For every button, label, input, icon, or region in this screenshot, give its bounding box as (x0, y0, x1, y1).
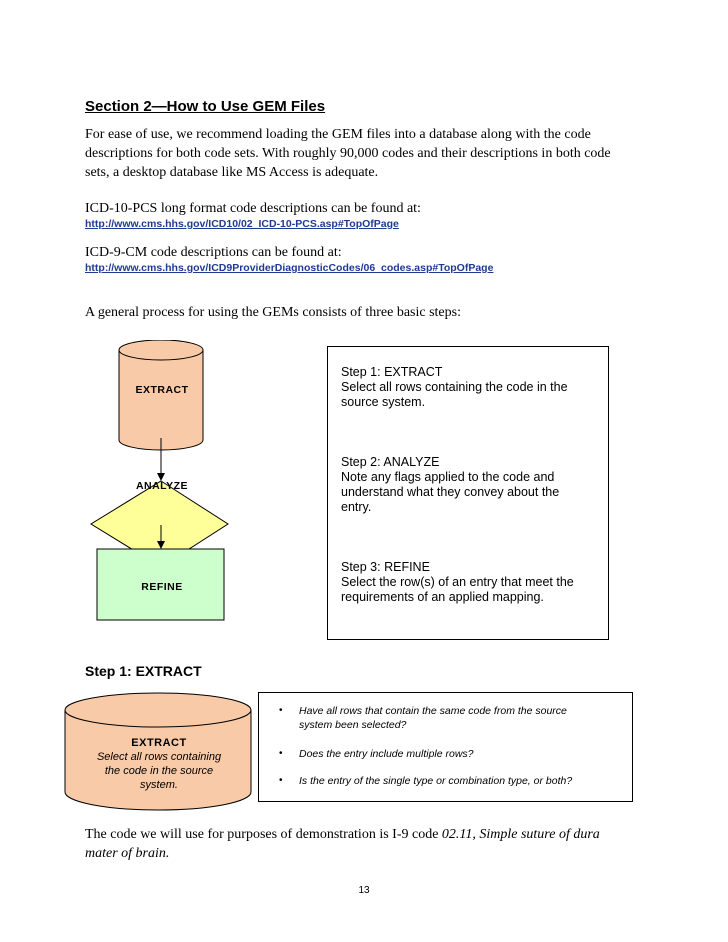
demo-prefix: The code we will use for purposes of demonstration is I-9 code (85, 827, 442, 842)
intro-line-2: descriptions for both code sets. With roughly 90,000 codes and their descriptions in both code (85, 146, 611, 161)
step-1-description (341, 365, 591, 410)
step1-cylinder-line-2: the code in the source (104, 765, 214, 777)
step-1-title: Step 1: EXTRACT (341, 365, 443, 379)
step-2-description (341, 455, 591, 515)
refine-label: REFINE (141, 581, 183, 593)
bullet: • (279, 775, 283, 786)
question-1-line-2: system been selected? (299, 719, 407, 731)
question-2: Does the entry include multiple rows? (299, 748, 474, 760)
arrowhead (157, 541, 165, 549)
step1-cylinder-line-1: Select all rows containing (96, 751, 222, 763)
step1-cylinder-text (74, 736, 244, 792)
extract-label: EXTRACT (135, 384, 189, 396)
step-1-line-2: source system. (341, 395, 426, 409)
step-3-line-1: Select the row(s) of an entry that meet the (341, 575, 574, 589)
step1-cylinder-line-3: system. (140, 779, 178, 791)
question-3: Is the entry of the single type or combination type, or both? (299, 775, 573, 787)
step-3-line-2: requirements of an applied mapping. (341, 590, 544, 604)
icd10-link[interactable]: http://www.cms.hhs.gov/ICD10/02_ICD-10-PCS.asp#TopOfPage (85, 218, 399, 230)
step1-cylinder-top (65, 693, 251, 727)
step-2-line-3: entry. (341, 500, 372, 514)
section-title: Section 2—How to Use GEM Files (85, 98, 326, 115)
intro-line-1: For ease of use, we recommend loading the GEM files into a database along with the code (85, 127, 591, 142)
step-1-line-1: Select all rows containing the code in the (341, 380, 568, 394)
extract-cylinder-top (119, 340, 203, 360)
demo-code-cont: mater of brain. (85, 846, 170, 861)
step1-heading: Step 1: EXTRACT (85, 663, 202, 679)
process-steps-box (327, 346, 609, 640)
demo-line-1 (85, 825, 645, 844)
question-1 (299, 704, 629, 732)
step-3-title: Step 3: REFINE (341, 560, 430, 574)
step1-cylinder-title: EXTRACT (131, 737, 187, 749)
demo-code: 02.11, Simple suture of dura (441, 827, 600, 842)
intro-line-3: sets, a desktop database like MS Access is adequate. (85, 165, 379, 180)
extract-cylinder-body (119, 350, 203, 450)
question-1-line-1: Have all rows that contain the same code from the source (299, 705, 567, 717)
process-intro: A general process for using the GEMs consists of three basic steps: (85, 305, 461, 320)
bullet: • (279, 748, 283, 759)
step1-questions-box (258, 692, 633, 802)
step-2-line-1: Note any flags applied to the code and (341, 470, 555, 484)
analyze-label: ANALYZE (135, 480, 189, 492)
step-2-line-2: understand what they convey about the (341, 485, 560, 499)
icd9-link[interactable]: http://www.cms.hhs.gov/ICD9ProviderDiagnosticCodes/06_codes.asp#TopOfPage (85, 262, 494, 274)
refine-shapes (85, 525, 285, 625)
bullet: • (279, 705, 283, 716)
demo-paragraph (85, 825, 645, 863)
icd10-label: ICD-10-PCS long format code descriptions can be found at: (85, 201, 421, 216)
icd9-label: ICD-9-CM code descriptions can be found at: (85, 245, 342, 260)
step-3-description (341, 560, 591, 605)
demo-line-2 (85, 844, 645, 863)
step-2-title: Step 2: ANALYZE (341, 455, 440, 469)
page-number: 13 (358, 885, 370, 896)
intro-paragraph (85, 125, 645, 182)
